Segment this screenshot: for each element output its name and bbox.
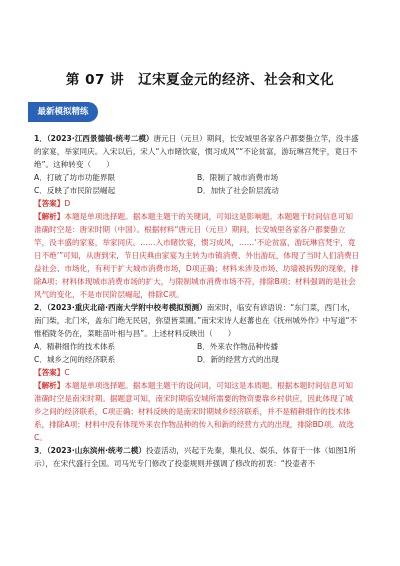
option-d[interactable]: D．加快了社会阶层流动 [197, 186, 279, 195]
option-b[interactable]: B．外来农作物品种传播 [197, 342, 279, 351]
option-c[interactable]: C．反映了市民阶层崛起 [34, 186, 116, 195]
option-a[interactable]: A．打破了坊市功能界限 [34, 173, 116, 182]
option-a[interactable]: A．精耕细作的技术体系 [34, 342, 116, 351]
section-banner: 最新模拟精练 [28, 102, 98, 122]
answer-line: 【答案】D [34, 199, 71, 208]
page-title [0, 68, 400, 88]
answer-tag: 【答案】 [34, 368, 65, 377]
answer-line: 【答案】C [34, 368, 70, 377]
option-b[interactable]: B．限制了城市消费市场 [197, 173, 279, 182]
explanation-tag: 【解析】 [34, 212, 65, 221]
explanation: 【解析】本题是单项选择题。据本题主题干的关键词，可知这是影响题。本题题干时间信息可知准确时空是：唐宋时期（中国）。根据材料“唐元日（元旦）期间，长安城里各家各户都要蛰立竿，没丰盛的家宴，举家同庆。……入市睹饮宴，惯习成风，……‘不论贫富，游玩琳宫梵宇，竟日不绝’”可知，从唐到宋，节日庆典由家宴为主转为市镇消费、外出游玩，体现了当时人们消费日益社会、市场化，有利于扩大城市消费市场，D项正确；材料未涉及市场、坊墙被拆毁的现象，排除A项；材料体现城市消费市场的扩大，与限制城市消费市场不符，排除B项；材料强调的是社会风气的变化，不是市民阶层崛起，排除C项。 [34, 212, 360, 299]
lesson-topic: 辽宋夏金元的经济、社会和文化 [138, 72, 335, 88]
question-stem: 2．（2023·重庆北碚·西南大学附中校考模拟预测）南宋时，临安有谚语说：“东门菜，西门水，南门柴，北门米，盖东门绝无民居，弥望皆菜圃。”南宋宋诗人赵蕃也在《抚州城外作》中写道“不惟稻陇冬仍在，菜畦苗叶相与昌”。上述材料反映出（ ） [34, 303, 358, 338]
option-c[interactable]: C．城乡之间的经济联系 [34, 355, 116, 364]
question-source: （2023·山东滨州·统考二模） [46, 446, 146, 455]
explanation: 【解析】本题是单项选择题。据本题主题干的设问词，可知这是本质题。根据本题时间信息可知准确时空是南宋时期。据题意可知，南宋时期临安城所需要的物资要靠乡村供应，因此体现了城乡之间的经济联系，C项正确；材料反映的是南宋时期城乡经济联系，并不是精耕细作的技术体系，排除A项；材料中没有体现外来农作物品种的传入和新的经营方式的出现，排除BD项。故选C。 [34, 381, 354, 442]
explanation-tag: 【解析】 [34, 381, 65, 390]
question-source: （2023·江西景德镇·统考二模） [46, 134, 154, 143]
question-list [34, 132, 360, 470]
option-list [34, 171, 360, 197]
option-list [34, 340, 360, 366]
answer-tag: 【答案】 [34, 199, 65, 208]
question-stem: 3．（2023·山东滨州·统考二模）投壶活动，兴起于先秦，集礼仪、娱乐、体育于一体（如图1所示），在宋代盛行全国。司马光专门修改了投壶规则并强调了修改的初衷：“投壶者不 [34, 446, 356, 468]
question-stem: 1．（2023·江西景德镇·统考二模）唐元日（元旦）期间，长安城里各家各户都要蛰立竿，没丰盛的家宴，举家同庆。入宋以后，宋人“入市睹饮宴，惯习成风”“不论贫富，游玩琳宫梵宇，竟日不绝”。这种转变（ ） [34, 134, 359, 169]
question-source: （2023·重庆北碚·西南大学附中校考模拟预测） [46, 303, 207, 312]
option-d[interactable]: D．新的经营方式的出现 [197, 355, 279, 364]
lesson-number: 第 07 讲 [65, 72, 125, 88]
